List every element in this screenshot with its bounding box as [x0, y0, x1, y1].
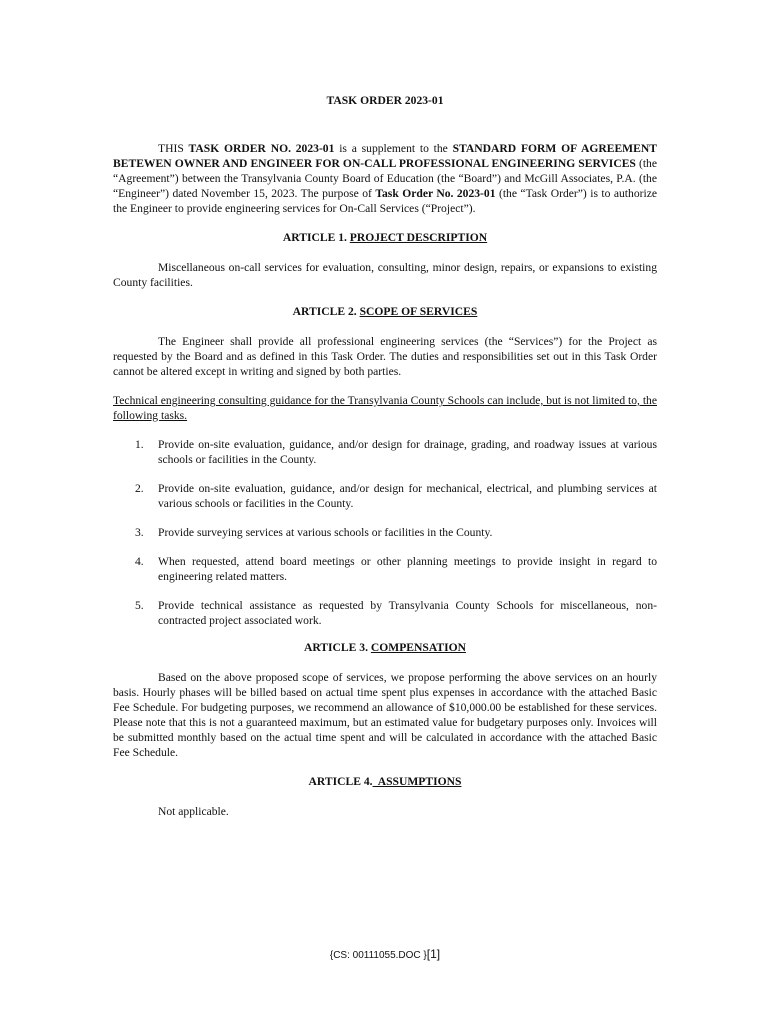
list-item-text: Provide on-site evaluation, guidance, and/or design for mechanical, electrical, and plumbing services at various schools or facilities in the County. [158, 482, 657, 510]
intro-text-4: (the “Task Order”) is to authorize the Engineer to provide engineering services for On-Call Services (“Project”). [113, 187, 657, 215]
list-item-number: 5. [135, 599, 144, 612]
list-item-number: 2. [135, 482, 144, 495]
list-item-number: 3. [135, 526, 144, 539]
article-4-heading [113, 774, 657, 789]
article-2-heading [113, 304, 657, 319]
footer-page-number: [1] [426, 947, 441, 961]
intro-text-3: (the “Agreement”) between the Transylvania County Board of Education (the “Board”) and McGill Associates, P.A. (the “Engineer”) dated November 15, 2023. The purpose of [113, 157, 657, 200]
intro-task-order-ref: Task Order No. 2023-01 [375, 187, 496, 200]
list-item [113, 598, 657, 628]
task-list [113, 437, 657, 628]
article-1-heading [113, 230, 657, 245]
page-footer [0, 947, 770, 961]
intro-text-1: THIS [158, 142, 189, 155]
list-item [113, 525, 657, 540]
article-2-body: The Engineer shall provide all professional engineering services (the “Services”) for the Project as requested by the Board and as defined in this Task Order. The duties and responsibilities set out in this Task Order cannot be altered except in writing and signed by both parties. [113, 335, 657, 378]
intro-paragraph [113, 141, 657, 216]
list-item-text: When requested, attend board meetings or other planning meetings to provide insight in regard to engineering related matters. [158, 555, 657, 583]
article-4-title: ASSUMPTIONS [372, 775, 462, 788]
article-3-title: COMPENSATION [370, 641, 467, 654]
article-2-number: ARTICLE 2. [292, 305, 360, 318]
document-body [113, 93, 657, 833]
document-title: TASK ORDER 2023-01 [326, 94, 444, 107]
list-item [113, 554, 657, 584]
article-2-guidance: Technical engineering consulting guidance for the Transylvania County Schools can include, but is not limited to, the following tasks. [113, 394, 657, 422]
list-item-number: 1. [135, 438, 144, 451]
article-3-heading [113, 640, 657, 655]
intro-agreement-name: STANDARD FORM OF AGREEMENT BETEWEN OWNER AND ENGINEER FOR ON-CALL PROFESSIONAL ENGINEERING SERVICES [113, 142, 657, 170]
intro-text-2: is a supplement to the [334, 142, 453, 155]
footer-doc-id: {CS: 00111055.DOC } [329, 950, 427, 961]
article-4-body: Not applicable. [158, 805, 229, 818]
intro-task-order-no: TASK ORDER NO. 2023-01 [188, 142, 335, 155]
list-item-text: Provide technical assistance as requested by Transylvania County Schools for miscellaneous, non-contracted project associated work. [158, 599, 657, 627]
list-item-number: 4. [135, 555, 144, 568]
article-1-number: ARTICLE 1. [282, 231, 350, 244]
article-3-number: ARTICLE 3. [303, 641, 371, 654]
article-2-title: SCOPE OF SERVICES [359, 305, 478, 318]
article-1-title: PROJECT DESCRIPTION [349, 231, 488, 244]
list-item [113, 481, 657, 511]
article-4-number: ARTICLE 4. [308, 775, 373, 788]
article-1-body: Miscellaneous on-call services for evaluation, consulting, minor design, repairs, or expansions to existing County facilities. [113, 261, 657, 289]
list-item [113, 437, 657, 467]
article-3-body: Based on the above proposed scope of services, we propose performing the above services on an hourly basis. Hourly phases will be billed based on actual time spent plus expenses in accordance with the attached Basic Fee Schedule. For budgeting purposes, we recommend an allowance of $10,000.00 be established for these services. Please note that this is not a guaranteed maximum, but an estimated value for budgetary purposes only. Invoices will be submitted monthly based on the actual time spent and will be calculated in accordance with the attached Basic Fee Schedule. [113, 671, 657, 759]
list-item-text: Provide on-site evaluation, guidance, and/or design for drainage, grading, and roadway issues at various schools or facilities in the County. [158, 438, 657, 466]
list-item-text: Provide surveying services at various schools or facilities in the County. [158, 526, 493, 539]
